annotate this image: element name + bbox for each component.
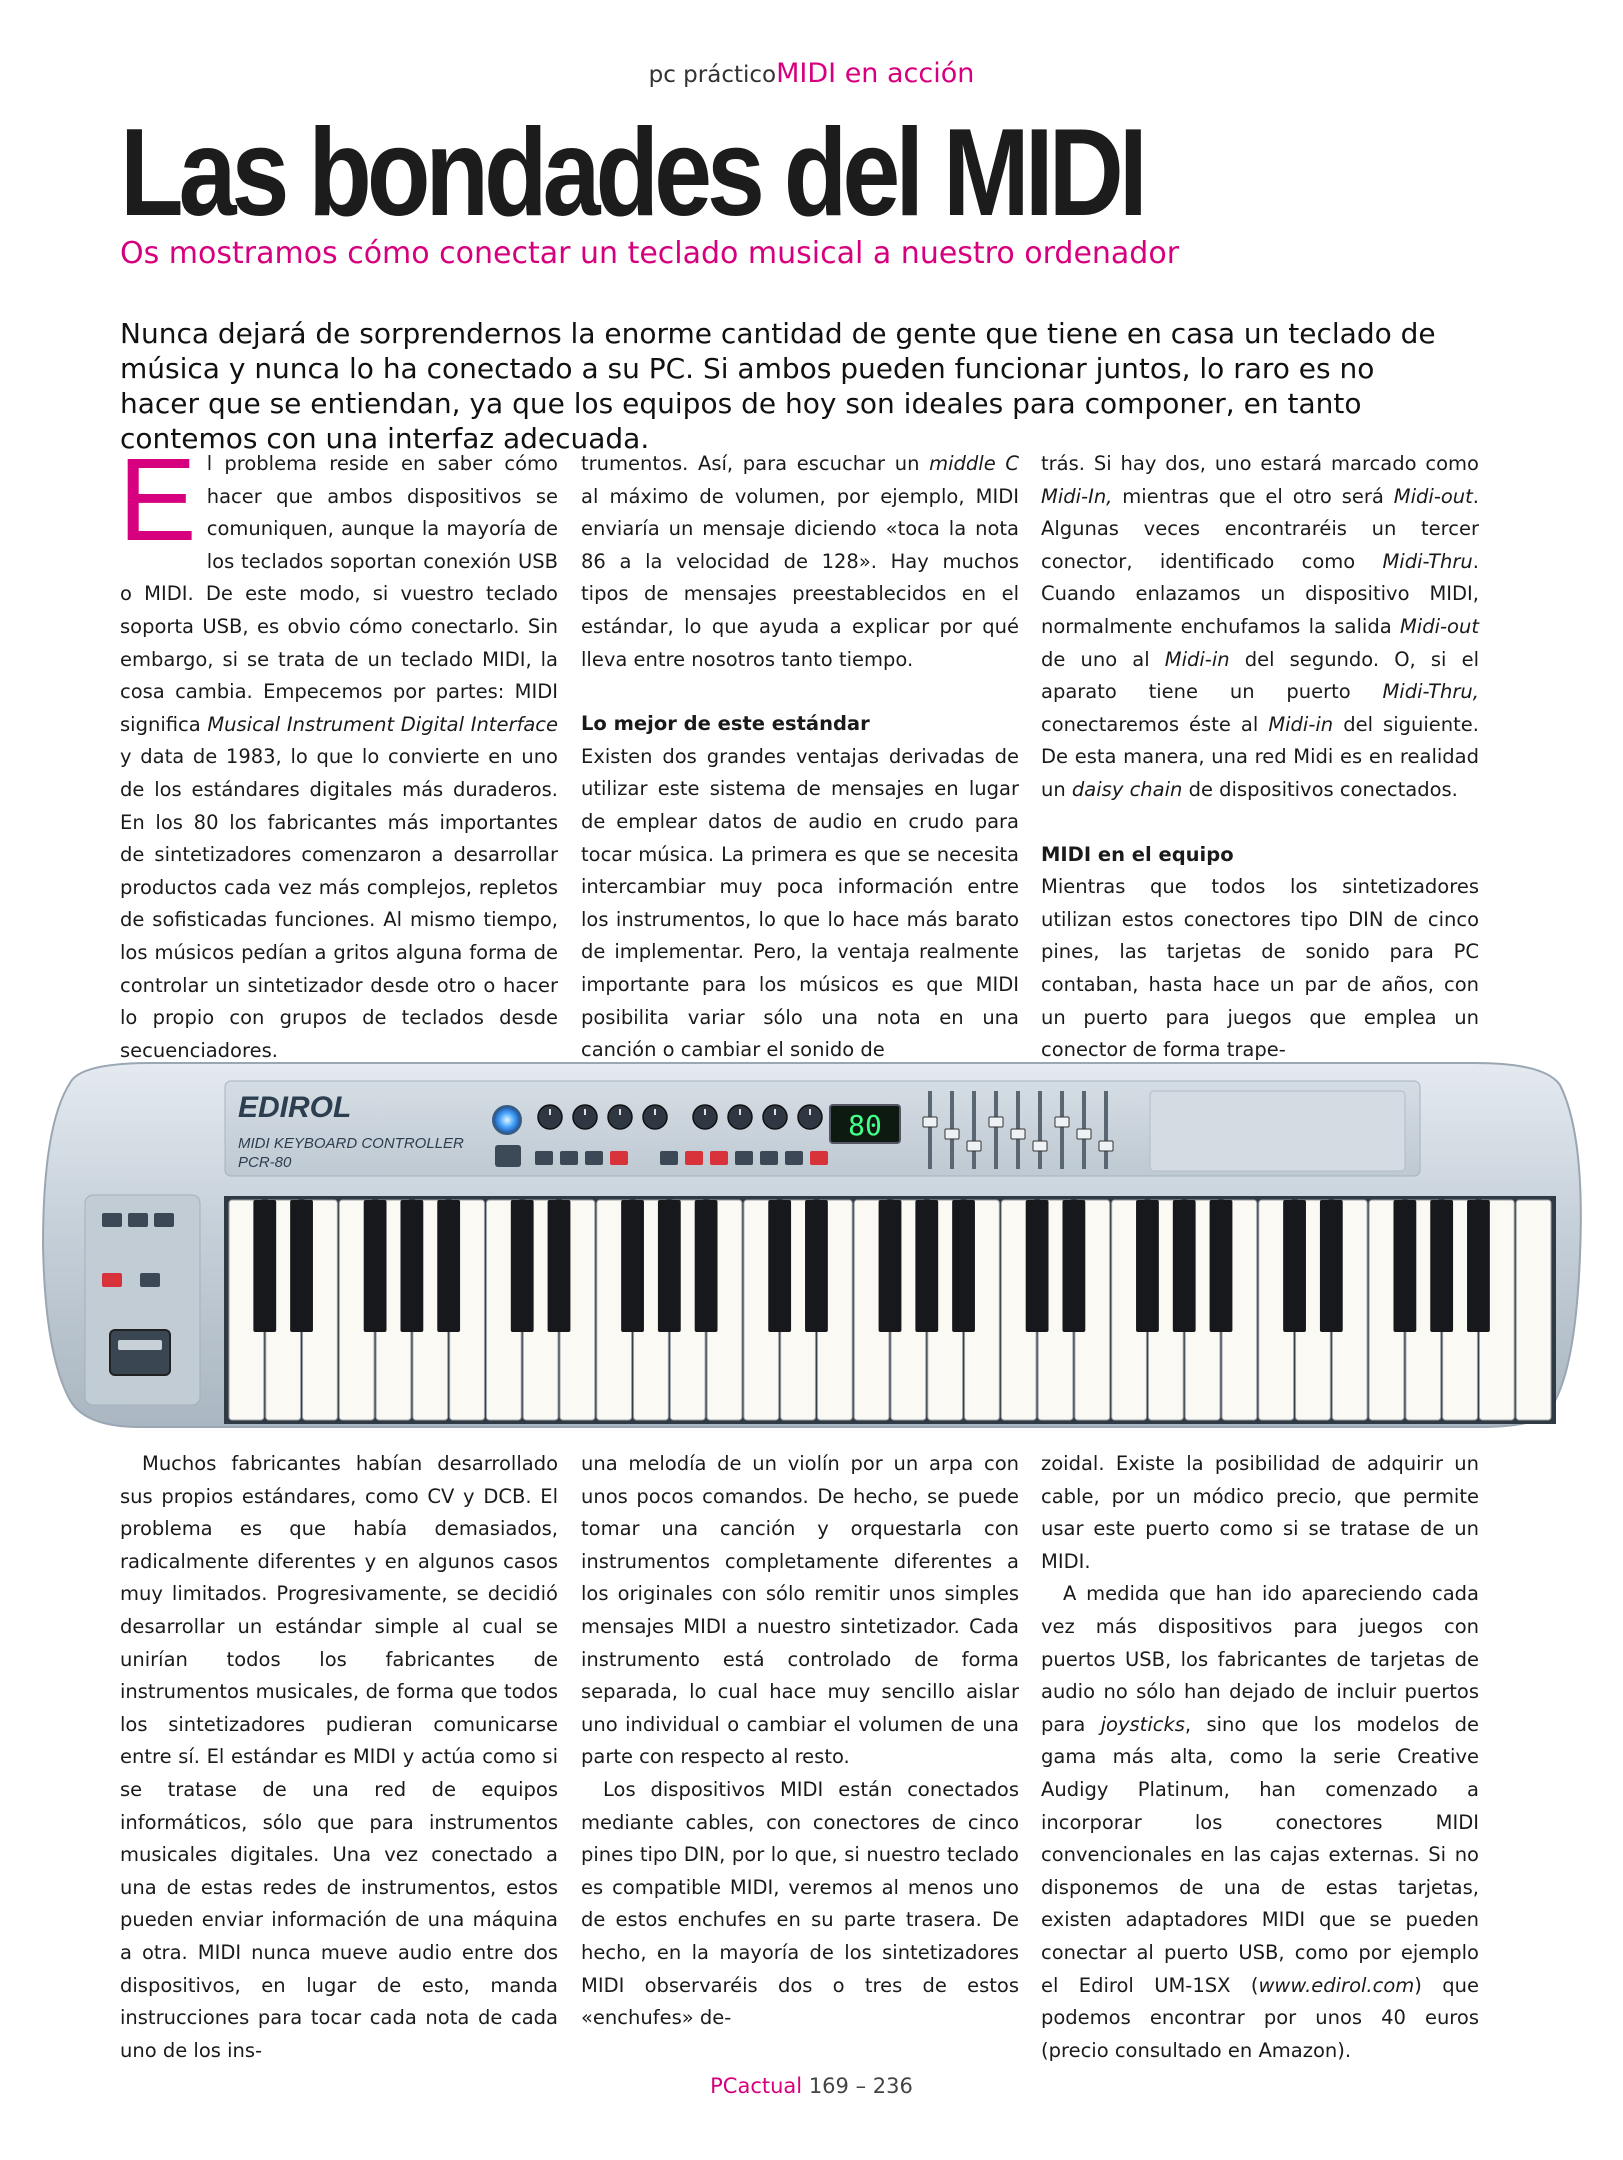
slider-cap	[945, 1129, 959, 1139]
black-key	[1320, 1200, 1343, 1332]
slider-cap	[923, 1117, 937, 1127]
side-button	[102, 1213, 122, 1227]
article-column-5	[581, 1448, 1019, 2035]
knob	[693, 1105, 717, 1129]
black-key	[437, 1200, 460, 1332]
slider-track	[1060, 1091, 1064, 1169]
knob	[728, 1105, 752, 1129]
slider-track	[972, 1091, 976, 1169]
paragraph: Existen dos grandes ventajas derivadas de utilizar este sistema de mensajes en lugar de emplear datos de audio en crudo para tocar música. La primera es que se necesita intercambiar muy poca información entre los instrumentos, lo que lo hace más barato de implementar. Pero, la ventaja realmente importante para los músicos es que MIDI posibilita variar sólo una nota en una canción o cambiar el sonido de	[581, 744, 1019, 1062]
pad-button	[810, 1151, 828, 1165]
black-key	[1283, 1200, 1306, 1332]
article-column-3	[1041, 448, 1479, 1067]
black-key	[1467, 1200, 1490, 1332]
text-run: de uno al	[1041, 647, 1165, 671]
knob	[573, 1105, 597, 1129]
text-emphasis: joysticks	[1100, 1712, 1185, 1736]
right-info-panel	[1150, 1091, 1405, 1171]
text-run: trumentos. Así, para escuchar un	[581, 452, 930, 475]
key-bed	[224, 1196, 1556, 1424]
side-button	[102, 1273, 122, 1287]
knob	[763, 1105, 787, 1129]
section-heading: Lo mejor de este estándar	[581, 712, 870, 736]
black-key	[548, 1200, 571, 1332]
text-run: del segundo. O, si el aparato tiene un puerto	[1041, 647, 1479, 704]
article-column-2	[581, 448, 1019, 1067]
paragraph: Muchos fabricantes habían desarrollado sus propios estándares, como CV y DCB. El problema es que había demasiados, radicalmente diferentes y en algunos casos muy limitados. Progresivamente, se decidió desarrollar un estándar simple al cual se unirían todos los fabricantes de instrumentos musicales, de forma que todos los sintetizadores pudieran comunicarse entre sí. El estándar es MIDI y actúa como si se tratase de una red de equipos informáticos, sólo que para instrumentos musicales digitales. Una vez conectado a una de estas redes de instrumentos, estos pueden enviar información de una máquina a otra. MIDI nunca mueve audio entre dos dispositivos, en lugar de esto, manda instrucciones para tocar cada nota de cada uno de los ins-	[120, 1452, 558, 2062]
pitch-wheel	[110, 1330, 170, 1375]
section-header	[0, 58, 1623, 89]
black-key	[621, 1200, 644, 1332]
slider-track	[928, 1091, 932, 1169]
black-key	[364, 1200, 387, 1332]
page-footer	[0, 2074, 1623, 2098]
text-run: ) que podemos encontrar por unos 40 euros (precio consultado en Amazon).	[1041, 1973, 1479, 2062]
black-key	[253, 1200, 276, 1332]
text-run: . Cuando enlazamos un dispositivo MIDI, normalmente enchufamos la salida	[1041, 549, 1479, 638]
footer-brand: PCactual	[710, 2074, 803, 2098]
black-key	[1173, 1200, 1196, 1332]
section-heading: MIDI en el equipo	[1041, 842, 1234, 866]
text-emphasis: Midi-Thru	[1382, 549, 1473, 573]
black-key	[915, 1200, 938, 1332]
text-run: y data de 1983, lo que lo convierte en uno de los estándares digitales más duraderos. En los 80 los fabricantes más importantes de sintetizadores comenzaron a desarrollar productos cada vez más complejos, repletos de sofisticadas funciones. Al mismo tiempo, los músicos pedían a gritos alguna forma de controlar un sintetizador desde otro o hacer lo propio con grupos de teclados desde secuenciadores.	[120, 745, 558, 1062]
section-name: MIDI en acción	[776, 58, 975, 89]
black-key	[1430, 1200, 1453, 1332]
paragraph: Mientras que todos los sintetizadores utilizan estos conectores tipo DIN de cinco pines, las tarjetas de sonido para PC contaban, hasta hace un par de años, con un puerto para juegos que emplea un conector de forma trape-	[1041, 875, 1479, 1062]
black-key	[805, 1200, 828, 1332]
pad-button	[760, 1151, 778, 1165]
text-emphasis: www.edirol.com	[1258, 1973, 1415, 1997]
article-column-1	[118, 434, 558, 1067]
slider-cap	[967, 1141, 981, 1151]
knob	[538, 1105, 562, 1129]
slider-cap	[1033, 1141, 1047, 1151]
keyboard-photo	[40, 1055, 1585, 1430]
paragraph: una melodía de un violín por un arpa con unos pocos comandos. De hecho, se puede tomar una canción y orquestarla con instrumentos completamente diferentes a los originales con sólo remitir unos simples mensajes MIDI a nuestro sintetizador. Cada instrumento está controlado de forma separada, lo cual hace muy sencillo aislar uno individual o cambiar el volumen de una parte con respecto al resto.	[581, 1452, 1019, 1769]
text-run: l problema reside en saber cómo hacer que ambos dispositivos se comuniquen, aunque la mayoría de los teclados soportan conexión USB o MIDI. De este modo, si vuestro teclado soporta USB, es obvio cómo conectarlo. Sin embargo, si se trata de un teclado MIDI, la cosa cambia. Empecemos por partes: MIDI significa	[120, 452, 558, 736]
section-prefix: pc práctico	[648, 62, 777, 88]
slider-cap	[1099, 1141, 1113, 1151]
paragraph: Los dispositivos MIDI están conectados mediante cables, con conectores de cinco pines tipo DIN, por lo que, si nuestro teclado es compatible MIDI, veremos al menos uno de estos enchufes en su parte trasera. De hecho, en la mayoría de los sintetizadores MIDI observaréis dos o tres de estos «enchufes» de-	[581, 1777, 1019, 2030]
lead-paragraph: Nunca dejará de sorprendernos la enorme cantidad de gente que tiene en casa un teclado de música y nunca lo ha conectado a su PC. Si ambos pueden funcionar juntos, lo raro es no hacer que se entiendan, ya que los equipos de hoy son ideales para componer, en tanto contemos con una interfaz adecuada.	[120, 317, 1436, 455]
drop-cap: E	[118, 434, 197, 566]
slider-cap	[1077, 1129, 1091, 1139]
paragraph	[118, 434, 558, 1067]
pad-button	[710, 1151, 728, 1165]
knob	[643, 1105, 667, 1129]
side-button	[128, 1213, 148, 1227]
model-line-1: MIDI KEYBOARD CONTROLLER	[238, 1135, 464, 1152]
text-run: trás. Si hay dos, uno estará marcado como	[1041, 452, 1479, 475]
pad-button	[685, 1151, 703, 1165]
slider-cap	[989, 1117, 1003, 1127]
text-run: conectaremos éste al	[1041, 712, 1269, 736]
mode-button	[495, 1145, 521, 1167]
black-key	[658, 1200, 681, 1332]
model-line-2: PCR-80	[238, 1154, 292, 1171]
pad-button	[560, 1151, 578, 1165]
text-emphasis: Midi-out	[1393, 484, 1473, 508]
article-column-6	[1041, 1448, 1479, 2067]
slider-bank	[923, 1091, 1113, 1169]
black-key	[1136, 1200, 1159, 1332]
text-emphasis: Midi-In,	[1041, 484, 1113, 508]
black-key	[511, 1200, 534, 1332]
black-key	[1026, 1200, 1049, 1332]
text-emphasis: Midi-in	[1164, 647, 1230, 671]
slider-cap	[1011, 1129, 1025, 1139]
paragraph	[581, 448, 1019, 676]
black-key	[1210, 1200, 1233, 1332]
pad-button	[535, 1151, 553, 1165]
brand-logo: EDIROL	[238, 1091, 352, 1124]
slider-track	[994, 1091, 998, 1169]
slider-cap	[1055, 1117, 1069, 1127]
paragraph	[1041, 1578, 1479, 2067]
knob	[798, 1105, 822, 1129]
pad-button	[785, 1151, 803, 1165]
text-run: del siguiente. De esta manera, una red Midi es en realidad un	[1041, 712, 1479, 801]
side-button	[140, 1273, 160, 1287]
page-subtitle: Os mostramos cómo conectar un teclado musical a nuestro ordenador	[120, 236, 1180, 271]
page-title: Las bondades del MIDI	[120, 104, 1143, 242]
text-run: al máximo de volumen, por ejemplo, MIDI enviaría un mensaje diciendo «toca la nota 86 a la velocidad de 128». Hay muchos tipos de mensajes preestablecidos en el estándar, lo que ayuda a explicar por qué lleva entre nosotros tanto tiempo.	[581, 484, 1019, 671]
black-key	[1062, 1200, 1085, 1332]
black-key	[768, 1200, 791, 1332]
led-display-value: 80	[848, 1109, 882, 1142]
slider-track	[1104, 1091, 1108, 1169]
slider-track	[1038, 1091, 1042, 1169]
text-emphasis: middle C	[929, 452, 1019, 475]
pad-button	[585, 1151, 603, 1165]
black-key	[952, 1200, 975, 1332]
text-run: A medida que han ido apareciendo cada vez más dispositivos para juegos con puertos USB, los fabricantes de tarjetas de audio no sólo han dejado de incluir puertos para	[1041, 1582, 1479, 1736]
text-emphasis: daisy chain	[1071, 777, 1183, 801]
text-emphasis: Midi-in	[1268, 712, 1334, 736]
black-key	[400, 1200, 423, 1332]
black-key	[290, 1200, 313, 1332]
paragraph: zoidal. Existe la posibilidad de adquirir un cable, por un módico precio, que permite usar este puerto como si se tratase de un MIDI.	[1041, 1452, 1479, 1573]
footer-page-number: 169 – 236	[802, 2074, 913, 2098]
text-run: . Algunas veces encontraréis un tercer conector, identificado como	[1041, 484, 1479, 573]
text-emphasis: Musical Instrument Digital Interface	[207, 712, 558, 736]
pad-button	[610, 1151, 628, 1165]
black-key	[695, 1200, 718, 1332]
knob	[608, 1105, 632, 1129]
black-key	[879, 1200, 902, 1332]
text-run: mientras que el otro será	[1112, 484, 1394, 508]
black-key	[1393, 1200, 1416, 1332]
text-run: , sino que los modelos de gama más alta, como la serie Creative Audigy Platinum, han comenzado a incorporar los conectores MIDI convencionales en las cajas externas. Si no disponemos de una de estas tarjetas, existen adaptadores MIDI que se pueden conectar al puerto USB, como por ejemplo el Edirol UM-1SX (	[1041, 1712, 1480, 1997]
text-emphasis: Midi-out	[1399, 614, 1479, 638]
power-light	[493, 1106, 521, 1134]
pad-button	[735, 1151, 753, 1165]
side-button	[154, 1213, 174, 1227]
text-run: de dispositivos conectados.	[1182, 777, 1458, 801]
article-column-4	[120, 1448, 558, 2067]
paragraph	[1041, 448, 1479, 807]
pad-button	[660, 1151, 678, 1165]
pitch-wheel-grip	[118, 1340, 162, 1350]
text-emphasis: Midi-Thru,	[1382, 680, 1479, 704]
white-key	[1516, 1200, 1551, 1420]
